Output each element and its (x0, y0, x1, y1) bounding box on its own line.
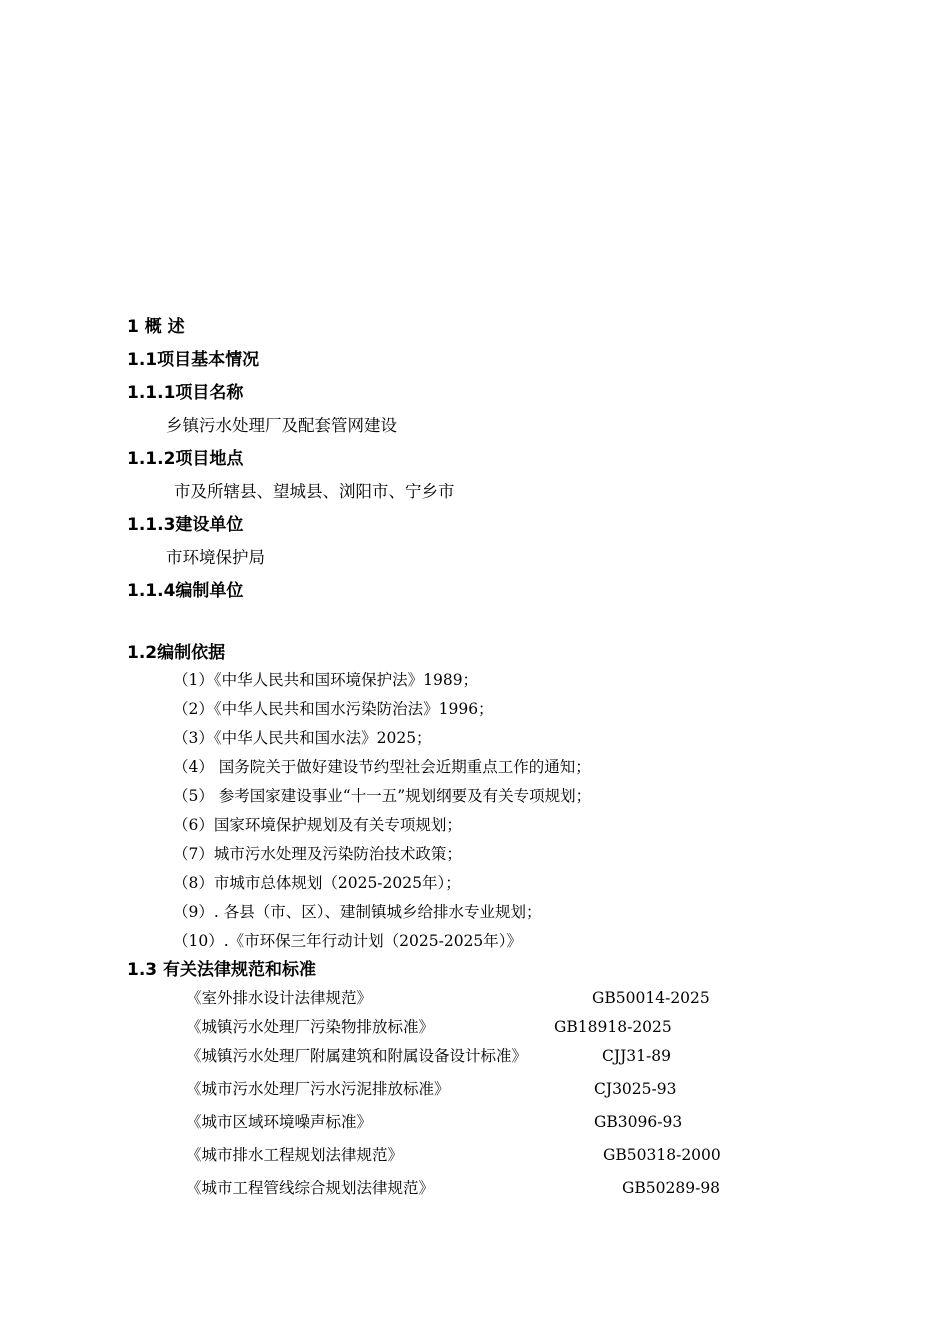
section-heading-1-1: 1.1项目基本情况 (127, 350, 260, 370)
construction-unit-text: 市环境保护局 (166, 548, 265, 567)
subsection-heading-1-1-2: 1.1.2项目地点 (127, 449, 244, 469)
basis-item: （5） 参考国家建设事业“十一五”规划纲要及有关专项规划； (173, 787, 592, 805)
project-location-text: 市及所辖县、望城县、浏阳市、宁乡市 (174, 482, 455, 501)
basis-item: （4） 国务院关于做好建设节约型社会近期重点工作的通知； (173, 758, 591, 776)
basis-item: （3）《中华人民共和国水法》2025； (173, 729, 432, 747)
section-heading-1-3: 1.3 有关法律规范和标准 (127, 960, 317, 980)
basis-item: （7）城市污水处理及污染防治技术政策； (173, 845, 462, 863)
subsection-heading-1-1-4: 1.1.4编制单位 (127, 581, 244, 601)
standard-code: CJJ31-89 (602, 1047, 671, 1065)
standard-title: 《城市工程管线综合规划法律规范》 (186, 1179, 435, 1197)
chapter-heading: 1 概 述 (127, 317, 185, 337)
basis-item: （6）国家环境保护规划及有关专项规划； (173, 816, 462, 834)
standard-title: 《室外排水设计法律规范》 (186, 989, 373, 1007)
basis-item: （9）. 各县（市、区）、建制镇城乡给排水专业规划； (173, 903, 542, 921)
basis-item: （10）.《市环保三年行动计划（2025-2025年）》 (173, 932, 523, 950)
standard-code: GB18918-2025 (554, 1018, 672, 1036)
project-name-text: 乡镇污水处理厂及配套管网建设 (166, 416, 397, 435)
basis-item: （1）《中华人民共和国环境保护法》1989； (173, 671, 479, 689)
section-heading-1-2: 1.2编制依据 (127, 643, 226, 663)
subsection-heading-1-1-3: 1.1.3建设单位 (127, 515, 244, 535)
standard-code: CJ3025-93 (594, 1080, 677, 1098)
standard-code: GB50318-2000 (603, 1146, 721, 1164)
standard-code: GB50014-2025 (592, 989, 710, 1007)
basis-item: （2）《中华人民共和国水污染防治法》1996； (173, 700, 494, 718)
standard-title: 《城市排水工程规划法律规范》 (186, 1146, 404, 1164)
standard-title: 《城市区域环境噪声标准》 (186, 1113, 373, 1131)
standard-code: GB50289-98 (622, 1179, 721, 1197)
basis-item: （8）市城市总体规划（2025-2025年）； (173, 874, 461, 892)
standard-title: 《城市污水处理厂污水污泥排放标准》 (186, 1080, 450, 1098)
standard-title: 《城镇污水处理厂污染物排放标准》 (186, 1018, 435, 1036)
standard-code: GB3096-93 (594, 1113, 683, 1131)
standard-title: 《城镇污水处理厂附属建筑和附属设备设计标准》 (186, 1047, 528, 1065)
subsection-heading-1-1-1: 1.1.1项目名称 (127, 383, 244, 403)
